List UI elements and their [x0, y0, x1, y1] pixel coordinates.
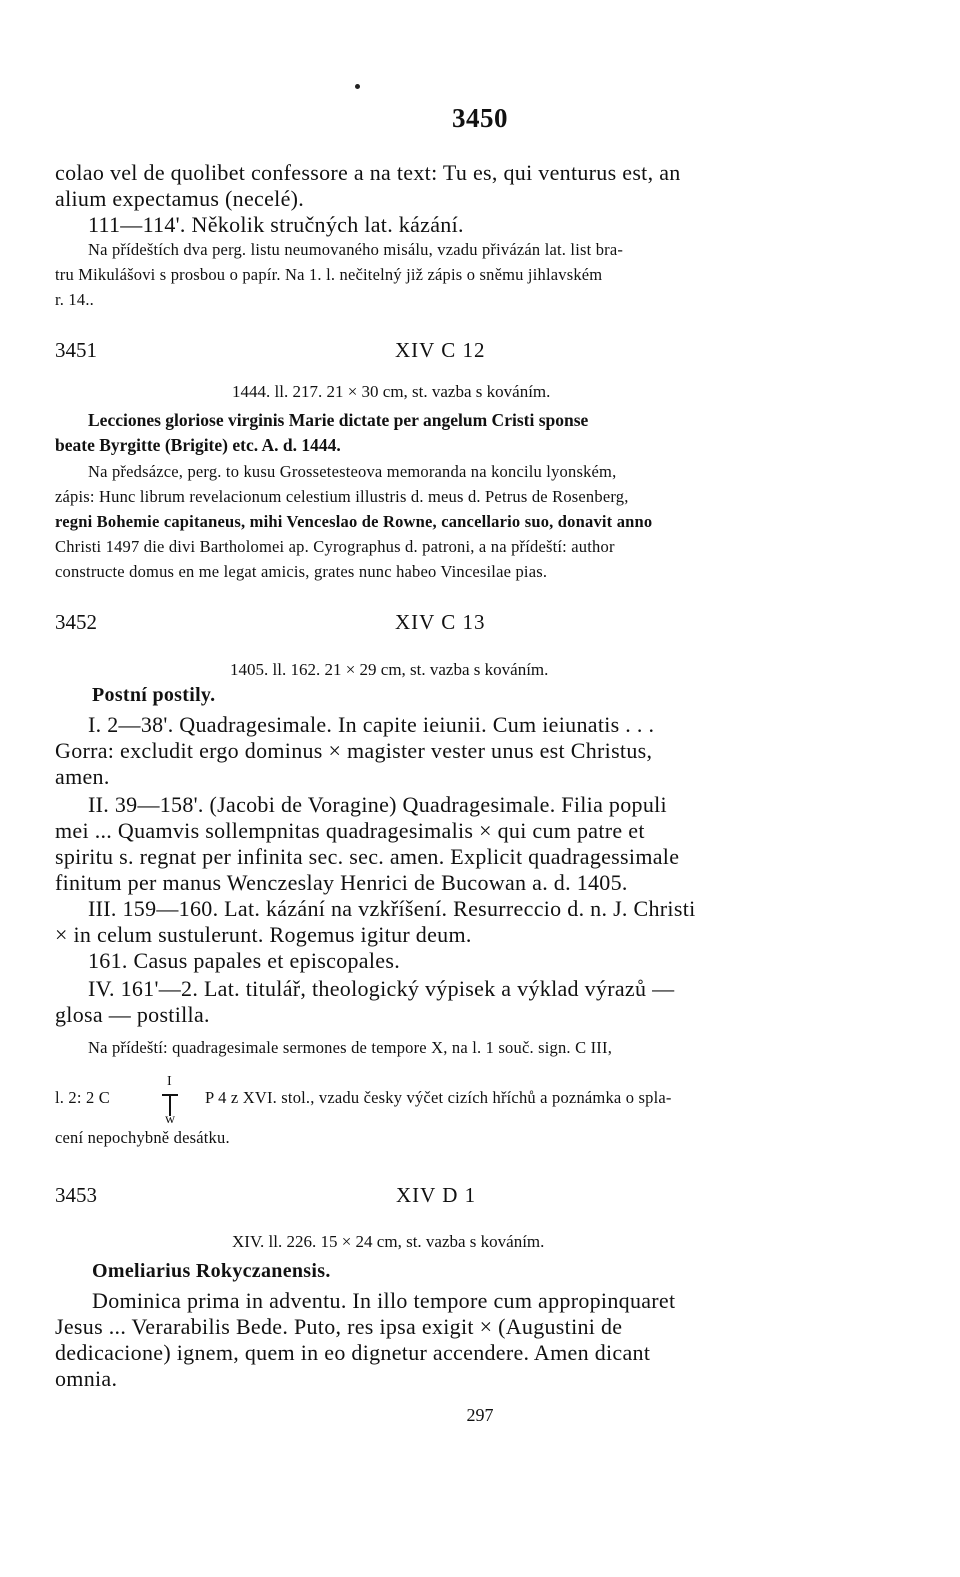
entry-note-line: constructe domus en me legat amicis, grates nunc habeo Vincesilae pias. [55, 562, 548, 581]
entry-body-line: Dominica prima in adventu. In illo tempore cum appropinquaret [92, 1288, 676, 1313]
entry-number: 3453 [55, 1183, 97, 1207]
entry-meta: XIV. ll. 226. 15 × 24 cm, st. vazba s kováním. [232, 1232, 545, 1251]
entry-body-line: spiritu s. regnat per infinita sec. sec. amen. Explicit quadragessimale [55, 844, 680, 869]
glyph-top-letter: I [167, 1074, 172, 1089]
entry-body-line: mei ... Quamvis sollempnitas quadragesimalis × qui cum patre et [55, 818, 645, 843]
continuation-line: alium expectamus (necelé). [55, 186, 305, 211]
entry-body-line: glosa — postilla. [55, 1002, 210, 1027]
continuation-line: colao vel de quolibet confessore a na text: Tu es, qui venturus est, an [55, 160, 681, 185]
entry-body-line: dedicacione) ignem, quem in eo dignetur accendere. Amen dicant [55, 1340, 651, 1365]
entry-body-line: finitum per manus Wenczeslay Henrici de Bucowan a. d. 1405. [55, 870, 628, 895]
entry-note-line: l. 2: 2 C [55, 1088, 110, 1107]
entry-number: 3452 [55, 610, 97, 634]
entry-body-line: I. 2—38'. Quadragesimale. In capite ieiunii. Cum ieiunatis . . . [88, 712, 655, 737]
entry-body-line: IV. 161'—2. Lat. titulář, theologický výpisek a výklad výrazů — [88, 976, 675, 1001]
shelf-signature: XIV C 13 [395, 610, 486, 634]
glyph-bottom-letter: w [165, 1112, 176, 1127]
entry-title: Omeliarius Rokyczanensis. [92, 1260, 331, 1282]
entry-number: 3451 [55, 338, 97, 362]
entry-body-line: × in celum sustulerunt. Rogemus igitur deum. [55, 922, 472, 947]
page-header-number: 3450 [452, 103, 508, 133]
continuation-note-line: tru Mikulášovi s prosbou o papír. Na 1. l. nečitelný již zápis o sněmu jihlavském [55, 265, 603, 284]
abbreviation-glyph [160, 1074, 182, 1132]
entry-body-line: II. 39—158'. (Jacobi de Voragine) Quadragesimale. Filia populi [88, 792, 667, 817]
entry-note-line: Na předsázce, perg. to kusu Grossetesteova memoranda na koncilu lyonském, [88, 462, 617, 481]
entry-title-line: Lecciones gloriose virginis Marie dictate per angelum Cristi sponse [88, 410, 589, 430]
entry-body-line: 161. Casus papales et episcopales. [88, 948, 401, 973]
entry-title-line: beate Byrgitte (Brigite) etc. A. d. 1444. [55, 435, 341, 455]
entry-body-line: Jesus ... Verarabilis Bede. Puto, res ipsa exigit × (Augustini de [55, 1314, 623, 1339]
shelf-signature: XIV D 1 [396, 1183, 477, 1207]
entry-body-line: Gorra: excludit ergo dominus × magister vester unus est Christus, [55, 738, 653, 763]
ink-speck [355, 84, 360, 89]
shelf-signature: XIV C 12 [395, 338, 486, 362]
continuation-note-line: r. 14.. [55, 290, 94, 309]
entry-meta: 1444. ll. 217. 21 × 30 cm, st. vazba s kováním. [232, 382, 551, 401]
entry-note-line: Christi 1497 die divi Bartholomei ap. Cyrographus d. patroni, a na přídeští: author [55, 537, 615, 556]
entry-note-line: P 4 z XVI. stol., vzadu česky výčet cizích hříchů a poznámka o spla- [205, 1088, 672, 1107]
continuation-note-line: Na přídeštích dva perg. listu neumovaného misálu, vzadu přivázán lat. list bra- [88, 240, 624, 259]
continuation-line: 111—114'. Několik stručných lat. kázání. [88, 212, 464, 237]
entry-body-line: omnia. [55, 1366, 118, 1391]
entry-note-line: zápis: Hunc librum revelacionum celestium illustris d. meus d. Petrus de Rosenberg, [55, 487, 629, 506]
entry-note-line: regni Bohemie capitaneus, mihi Venceslao de Rowne, cancellario suo, donavit anno [55, 512, 653, 531]
entry-meta: 1405. ll. 162. 21 × 29 cm, st. vazba s kováním. [230, 660, 549, 679]
page-footer-number: 297 [466, 1405, 494, 1425]
entry-body-line: amen. [55, 764, 110, 789]
entry-note-line: Na přídeští: quadragesimale sermones de tempore X, na l. 1 souč. sign. C III, [88, 1038, 613, 1057]
entry-note-line: cení nepochybně desátku. [55, 1128, 230, 1147]
entry-title: Postní postily. [92, 684, 216, 706]
entry-body-line: III. 159—160. Lat. kázání na vzkříšení. Resurreccio d. n. J. Christi [88, 896, 696, 921]
